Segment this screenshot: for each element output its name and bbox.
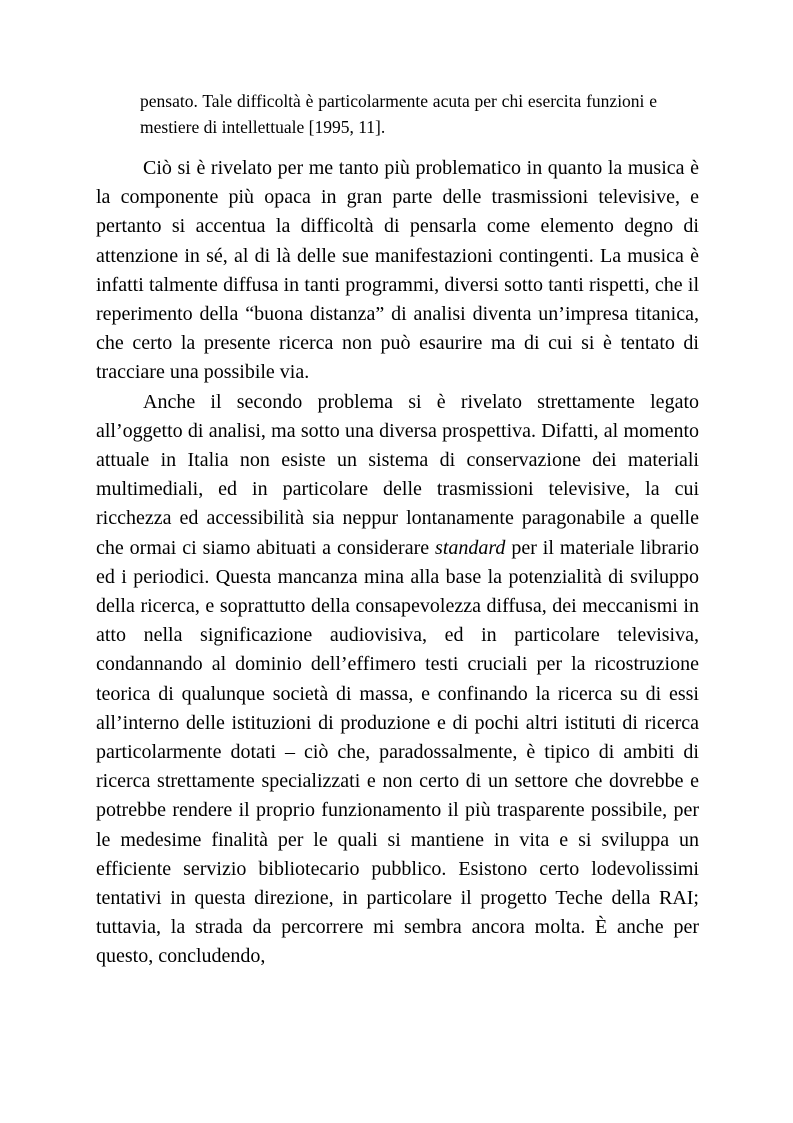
paragraph-1: Ciò si è rivelato per me tanto più problematico in quanto la musica è la componente più opaca in gran parte delle trasmissioni televisive, e pertanto si accentua la difficoltà di pensarla come elemento degno di attenzione in sé, al di là delle sue manifestazioni contingenti. La musica è infatti talmente diffusa in tanti programmi, diversi sotto tanti rispetti, che il reperimento della “buona distanza” di analisi diventa un’impresa titanica, che certo la presente ricerca non può esaurire ma di cui si è tentato di tracciare una possibile via.	[96, 157, 699, 384]
body-text	[96, 154, 699, 972]
paragraph-2-text-start: Anche il secondo problema si è rivelato strettamente legato all’oggetto di analisi, ma sotto una diversa prospettiva. Difatti, al momento attuale in Italia non esiste un sistema di conservazione dei materiali multimediali, ed in particolare delle trasmissioni televisive, la cui ricchezza ed accessibilità sia neppur lontanamente paragonabile a quelle che ormai ci siamo abituati a considerare	[96, 390, 699, 559]
block-quote: pensato. Tale difficoltà è particolarmente acuta per chi esercita funzioni e mestiere di intellettuale [1995, 11].	[140, 91, 657, 137]
paragraph-2-italic-term: standard	[435, 536, 506, 559]
paragraph-2	[96, 388, 699, 972]
paragraph-2-text-end: per il materiale librario ed i periodici. Questa mancanza mina alla base la potenzialità di sviluppo della ricerca, e soprattutto della consapevolezza diffusa, dei meccanismi in atto nella significazione audiovisiva, ed in particolare televisiva, condannando al dominio dell’effimero testi cruciali per la ricostruzione teorica di qualunque società di massa, e confinando la ricerca su di essi all’interno delle istituzioni di produzione e di pochi altri istituti di ricerca particolarmente dotati – ciò che, paradossalmente, è tipico di ambiti di ricerca strettamente specializzati e non certo di un settore che dovrebbe e potrebbe rendere il proprio funzionamento il più trasparente possibile, per le medesime finalità per le quali si mantiene in vita e si sviluppa un efficiente servizio bibliotecario pubblico. Esistono certo lodevolissimi tentativi in questa direzione, in particolare il progetto Teche della RAI; tuttavia, la strada da percorrere mi sembra ancora molta. È anche per questo, concludendo,	[96, 536, 700, 968]
